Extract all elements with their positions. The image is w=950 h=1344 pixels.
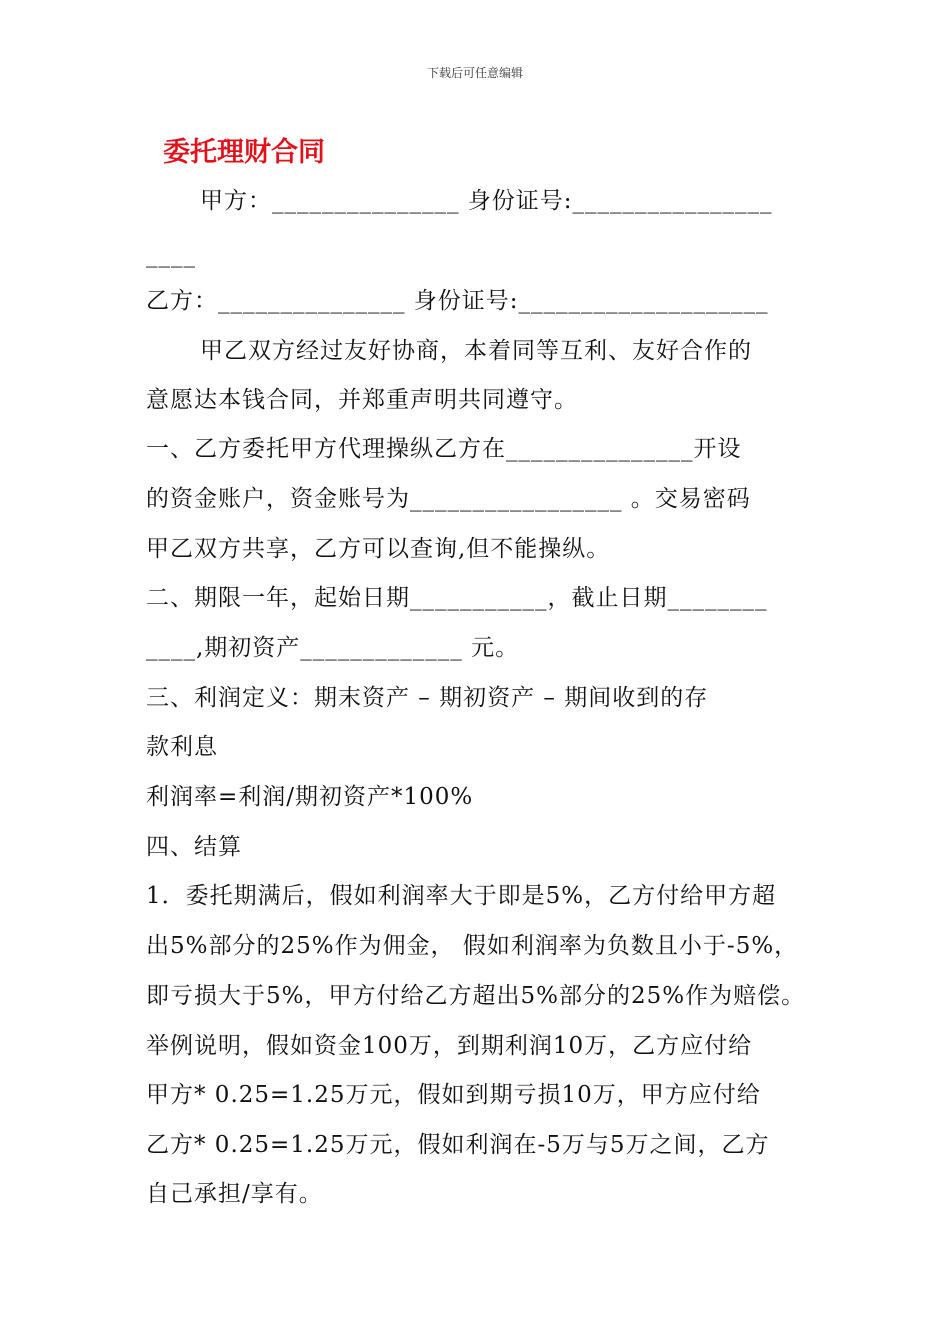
clause-4-heading: 四、结算 <box>146 834 242 860</box>
settlement-line-2: 出5%部分的25%作为佣金， 假如利润率为负数且小于-5%， <box>146 933 799 959</box>
clause-2-line-1: 二、期限一年，起始日期___________，截止日期________ <box>146 585 768 611</box>
profit-rate-formula: 利润率=利润/期初资产*100% <box>146 784 474 810</box>
clause-2-line-2: ____,期初资产_____________ 元。 <box>146 635 520 661</box>
header-note: 下载后可任意编辑 <box>426 66 523 80</box>
settlement-line-6: 乙方* 0.25=1.25万元，假如利润在-5万与5万之间，乙方 <box>146 1132 770 1158</box>
preamble-line-2: 意愿达本钱合同，并郑重声明共同遵守。 <box>146 387 578 413</box>
clause-3-line-1: 三、利润定义：期末资产 – 期初资产 – 期间收到的存 <box>146 685 709 711</box>
preamble-line-1: 甲乙双方经过友好协商，本着同等互利、友好合作的 <box>200 338 752 364</box>
clause-3-line-2: 款利息 <box>146 734 218 760</box>
settlement-line-7: 自己承担/享有。 <box>146 1181 323 1207</box>
clause-1-line-1: 一、乙方委托甲方代理操纵乙方在_______________开设 <box>146 436 742 462</box>
settlement-line-3: 即亏损大于5%，甲方付给乙方超出5%部分的25%作为赔偿。 <box>146 983 806 1009</box>
document-title: 委托理财合同 <box>163 137 325 168</box>
clause-1-line-3: 甲乙双方共享，乙方可以查询,但不能操纵。 <box>146 536 611 562</box>
settlement-line-1: 1．委托期满后，假如利润率大于即是5%，乙方付给甲方超 <box>146 883 777 909</box>
party-b-line: 乙方：_______________ 身份证号:____________________ <box>146 288 769 314</box>
settlement-line-4: 举例说明，假如资金100万，到期利润10万，乙方应付给 <box>146 1033 753 1059</box>
clause-1-line-2: 的资金账户，资金账号为_________________ 。交易密码 <box>146 486 751 512</box>
settlement-line-5: 甲方* 0.25=1.25万元，假如到期亏损10万，甲方应付给 <box>146 1082 761 1108</box>
party-a-line-cont: ____ <box>146 242 196 268</box>
party-a-line: 甲方：_______________ 身份证号:________________ <box>200 188 773 214</box>
